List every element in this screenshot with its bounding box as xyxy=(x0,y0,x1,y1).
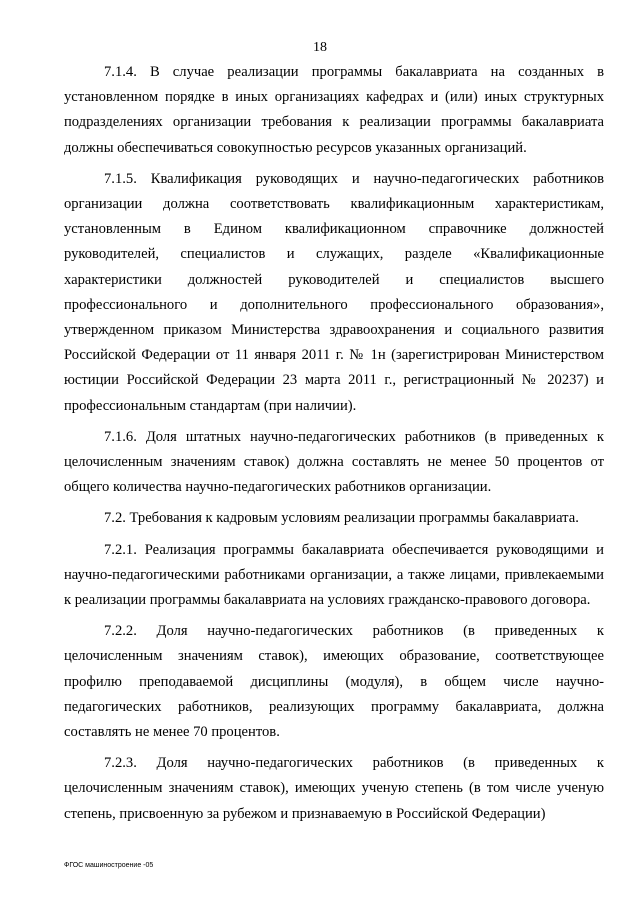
paragraph-7-2-1: 7.2.1. Реализация программы бакалавриата обеспечивается руководящими и научно-педагогическими работниками организации, а также лицами, привлекаемыми к реализации программы бакалавриата на условиях гражданско-правового договора. xyxy=(64,541,604,609)
footer-label: ФГОС машиностроение -05 xyxy=(64,862,154,869)
paragraph-7-2-2: 7.2.2. Доля научно-педагогических работников (в приведенных к целочисленным значениям ставок), имеющих образование, соответствующее профилю преподаваемой дисциплины (модуля), в общем числе научно-педагогических работников, реализующих программу бакалавриата, должна составлять не менее 70 процентов. xyxy=(64,623,604,741)
paragraph-7-1-6: 7.1.6. Доля штатных научно-педагогических работников (в приведенных к целочисленным значениям ставок) должна составлять не менее 50 процентов от общего количества научно-педагогических работников организации. xyxy=(64,428,604,496)
paragraph-7-1-4: 7.1.4. В случае реализации программы бакалавриата на созданных в установленном порядке в иных организациях кафедрах и (или) иных структурных подразделениях организации требования к реализации программы бакалавриата должны обеспечиваться совокупностью ресурсов указанных организаций. xyxy=(64,64,604,156)
document-body xyxy=(64,60,604,833)
page-number: 18 xyxy=(313,40,327,55)
paragraph-7-2: 7.2. Требования к кадровым условиям реализации программы бакалавриата. xyxy=(104,510,579,527)
paragraph-7-2-3: 7.2.3. Доля научно-педагогических работников (в приведенных к целочисленным значениям ставок), имеющих ученую степень (в том числе ученую степень, присвоенную за рубежом и признаваемую в Российской Федерации) xyxy=(64,755,604,822)
paragraph-7-1-5: 7.1.5. Квалификация руководящих и научно-педагогических работников организации должна соответствовать квалификационным характеристикам, установленным в Едином квалификационном справочнике должностей руководителей, специалистов и служащих, разделе «Квалификационные характеристики должностей руководителей и специалистов высшего профессионального и дополнительного профессионального образования», утвержденном приказом Министерства здравоохранения и социального развития Российской Федерации от 11 января 2011 г. № 1н (зарегистрирован Министерством юстиции Российской Федерации 23 марта 2011 г., регистрационный № 20237) и профессиональным стандартам (при наличии). xyxy=(64,170,604,414)
